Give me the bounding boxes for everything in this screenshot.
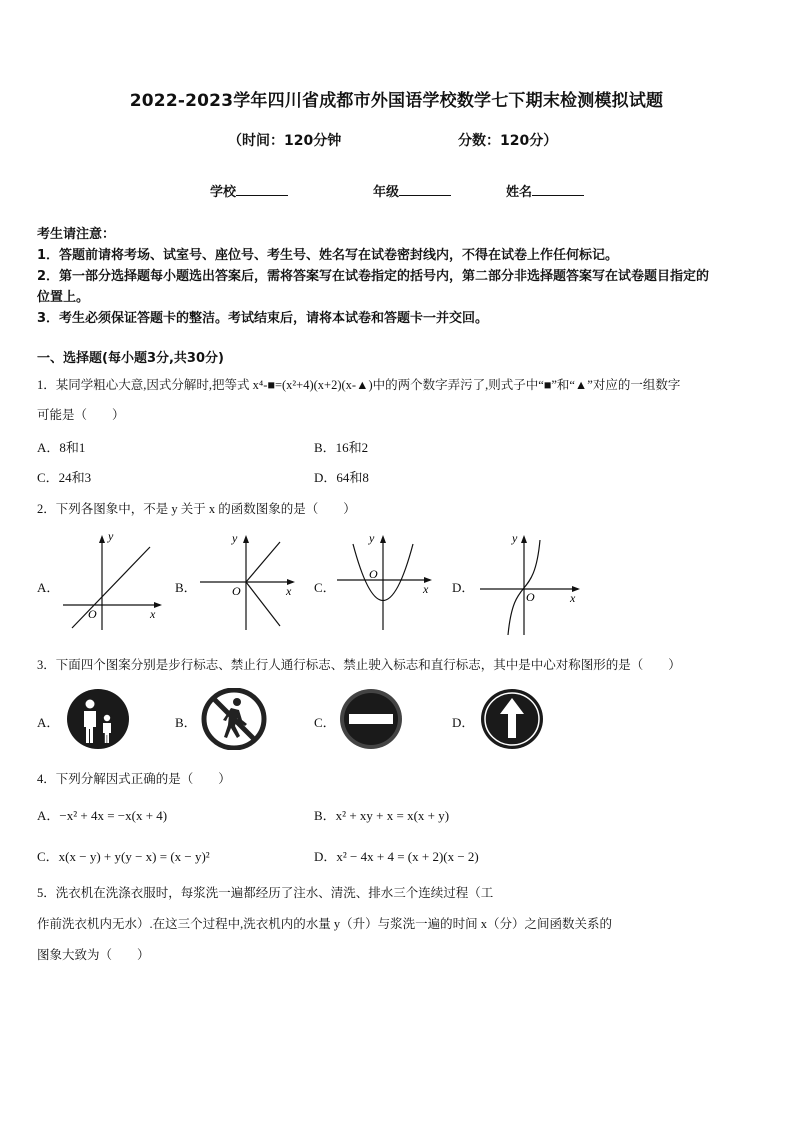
straight-ahead-sign-icon bbox=[479, 688, 545, 750]
q2-option-a: A． bbox=[37, 580, 60, 595]
notice-item-2: 2．第一部分选择题每小题选出答案后，需将答案写在试卷指定的括号内，第二部分非选择题答案写在试卷题目指定的 bbox=[37, 269, 710, 284]
pedestrian-sign-icon bbox=[65, 688, 131, 750]
notice-item-3: 3．考生必须保证答题卡的整洁。考试结束后，请将本试卷和答题卡一并交回。 bbox=[37, 311, 489, 326]
q2-graph-a-origin: O bbox=[88, 607, 97, 621]
q3-option-d: D． bbox=[452, 715, 475, 730]
q3-stem: 3．下面四个图案分别是步行标志、禁止行人通行标志、禁止驶入标志和直行标志，其中是中心对称图形的是（ ） bbox=[37, 658, 681, 672]
section-1-heading: 一、选择题(每小题3分,共30分) bbox=[37, 351, 224, 366]
q2-graph-a-x-label: x bbox=[150, 607, 156, 621]
q5-stem-cont-1: 作前洗衣机内无水）.在这三个过程中,洗衣机内的水量 y（升）与浆洗一遍的时间 x（分）之间函数关系的 bbox=[37, 917, 613, 931]
no-entry-sign-icon bbox=[338, 688, 404, 750]
q2-stem: 2．下列各图象中，不是 y 关于 x 的函数图象的是（ ） bbox=[37, 502, 356, 516]
q2-graph-d-origin: O bbox=[526, 590, 535, 604]
q4-option-a: A．−x² + 4x = −x(x + 4) bbox=[37, 808, 168, 823]
q2-graph-b-x-label: x bbox=[286, 584, 292, 598]
notice-item-1: 1．答题前请将考场、试室号、座位号、考生号、姓名写在试卷密封线内，不得在试卷上作任何标记。 bbox=[37, 248, 619, 263]
name-label: 姓名 bbox=[506, 185, 533, 200]
q4-stem: 4．下列分解因式正确的是（ ） bbox=[37, 772, 231, 786]
q2-option-b: B． bbox=[175, 580, 197, 595]
page-title: 2022-2023学年四川省成都市外国语学校数学七下期末检测模拟试题 bbox=[129, 91, 664, 111]
q1-option-c: C．24和3 bbox=[37, 470, 92, 485]
no-pedestrian-sign-icon bbox=[201, 688, 267, 750]
q2-graph-b-y-label: y bbox=[232, 532, 238, 545]
q1-stem: 1．某同学粗心大意,因式分解时,把等式 x⁴-■=(x²+4)(x+2)(x-▲)中的两个数字弄污了,则式子中“■”和“▲”对应的一组数字 bbox=[37, 378, 681, 392]
q2-graph-b-origin: O bbox=[232, 584, 241, 598]
q1-stem-cont: 可能是（ ） bbox=[37, 408, 125, 422]
name-blank bbox=[532, 183, 584, 196]
exam-time: （时间：120分钟 bbox=[228, 133, 342, 149]
q2-graph-c-origin: O bbox=[369, 567, 378, 581]
q5-stem: 5．洗衣机在洗涤衣服时，每浆洗一遍都经历了注水、清洗、排水三个连续过程（工 bbox=[37, 886, 494, 900]
notice-heading: 考生请注意： bbox=[37, 227, 116, 242]
notice-item-2-cont: 位置上。 bbox=[37, 290, 90, 305]
q2-graph-c bbox=[333, 532, 438, 632]
q4-option-b: B．x² + xy + x = x(x + y) bbox=[314, 808, 450, 823]
q2-option-d: D． bbox=[452, 580, 475, 595]
q2-graph-d-x-label: x bbox=[570, 591, 576, 605]
q2-graph-a bbox=[58, 532, 168, 632]
q2-graph-c-y-label: y bbox=[369, 532, 375, 545]
grade-label: 年级 bbox=[373, 185, 400, 200]
q4-option-c: C．x(x − y) + y(y − x) = (x − y)² bbox=[37, 849, 210, 864]
school-blank bbox=[236, 183, 288, 196]
school-field bbox=[210, 181, 288, 200]
q1-option-a: A．8和1 bbox=[37, 440, 86, 455]
q3-option-b: B． bbox=[175, 715, 197, 730]
q1-option-b: B．16和2 bbox=[314, 440, 369, 455]
q3-option-a: A． bbox=[37, 715, 60, 730]
grade-blank bbox=[399, 183, 451, 196]
q1-option-d: D．64和8 bbox=[314, 470, 369, 485]
q3-option-c: C． bbox=[314, 715, 336, 730]
school-label: 学校 bbox=[210, 185, 237, 200]
q2-option-c: C． bbox=[314, 580, 336, 595]
q2-graph-a-y-label: y bbox=[108, 532, 114, 543]
q2-graph-b bbox=[196, 532, 301, 632]
q2-graph-d bbox=[476, 532, 586, 637]
q2-graph-d-y-label: y bbox=[512, 532, 518, 545]
q5-stem-cont-2: 图象大致为（ ） bbox=[37, 948, 150, 962]
q4-option-d: D．x² − 4x + 4 = (x + 2)(x − 2) bbox=[314, 849, 479, 864]
exam-score: 分数：120分） bbox=[458, 133, 558, 149]
name-field bbox=[506, 181, 584, 200]
grade-field bbox=[373, 181, 451, 200]
q2-graph-c-x-label: x bbox=[423, 582, 429, 596]
